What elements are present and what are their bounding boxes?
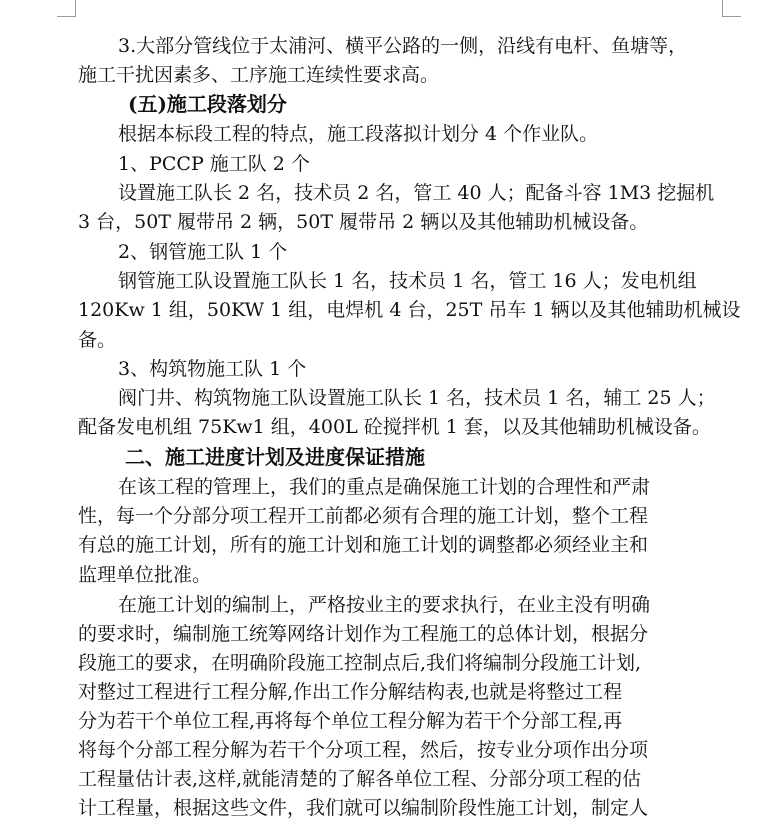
paragraph-line: 备。 <box>78 329 117 351</box>
paragraph-line: 钢管施工队设置施工队长 1 名，技术员 1 名，管工 16 人；发电机组 <box>118 270 697 292</box>
paragraph-line: 120Kw 1 组，50KW 1 组，电焊机 4 台，25T 吊车 1 辆以及其他辅助机械设 <box>78 299 741 321</box>
paragraph-line: 工程量估计表,这样,就能清楚的了解各单位工程、分部分项工程的估 <box>78 768 642 790</box>
paragraph-line: 有总的施工计划，所有的施工计划和施工计划的调整都必须经业主和 <box>78 534 649 556</box>
paragraph-line: 在该工程的管理上，我们的重点是确保施工计划的合理性和严肃 <box>118 476 651 498</box>
paragraph-line: 根据本标段工程的特点，施工段落拟计划分 4 个作业队。 <box>118 123 599 145</box>
list-heading: 2、钢管施工队 1 个 <box>118 241 288 263</box>
section-heading: (五)施工段落划分 <box>128 92 287 116</box>
paragraph-line: 3.大部分管线位于太浦河、横平公路的一侧，沿线有电杆、鱼塘等， <box>118 35 688 57</box>
paragraph-line: 阀门井、构筑物施工队设置施工队长 1 名，技术员 1 名，辅工 25 人； <box>118 387 716 409</box>
paragraph-line: 对整过工程进行工程分解,作出工作分解结构表,也就是将整过工程 <box>78 681 623 703</box>
list-heading: 3、构筑物施工队 1 个 <box>118 358 307 380</box>
chapter-heading: 二、施工进度计划及进度保证措施 <box>125 445 425 469</box>
paragraph-line: 监理单位批准。 <box>78 564 212 586</box>
paragraph-line: 段施工的要求，在明确阶段施工控制点后,我们将编制分段施工计划, <box>78 652 642 674</box>
paragraph-line: 3 台，50T 履带吊 2 辆，50T 履带吊 2 辆以及其他辅助机械设备。 <box>78 211 649 233</box>
paragraph-line: 的要求时，编制施工统筹网络计划作为工程施工的总体计划，根据分 <box>78 623 649 645</box>
margin-corner-mark <box>57 0 76 17</box>
margin-corner-mark <box>722 0 741 17</box>
paragraph-line: 分为若干个单位工程,再将每个单位工程分解为若干个分部工程,再 <box>78 710 623 732</box>
paragraph-line: 将每个分部工程分解为若干个分项工程，然后，按专业分项作出分项 <box>78 739 649 761</box>
paragraph-line: 设置施工队长 2 名，技术员 2 名，管工 40 人；配备斗容 1M3 挖掘机 <box>118 182 715 204</box>
paragraph-line: 在施工计划的编制上，严格按业主的要求执行，在业主没有明确 <box>118 594 651 616</box>
list-heading: 1、PCCP 施工队 2 个 <box>118 153 310 175</box>
paragraph-line: 施工干扰因素多、工序施工连续性要求高。 <box>78 64 440 86</box>
paragraph-line: 性，每一个分部分项工程开工前都必须有合理的施工计划，整个工程 <box>78 505 649 527</box>
paragraph-line: 计工程量，根据这些文件，我们就可以编制阶段性施工计划，制定人 <box>78 797 649 819</box>
paragraph-line: 配备发电机组 75Kw1 组，400L 砼搅拌机 1 套，以及其他辅助机械设备。 <box>78 416 711 438</box>
